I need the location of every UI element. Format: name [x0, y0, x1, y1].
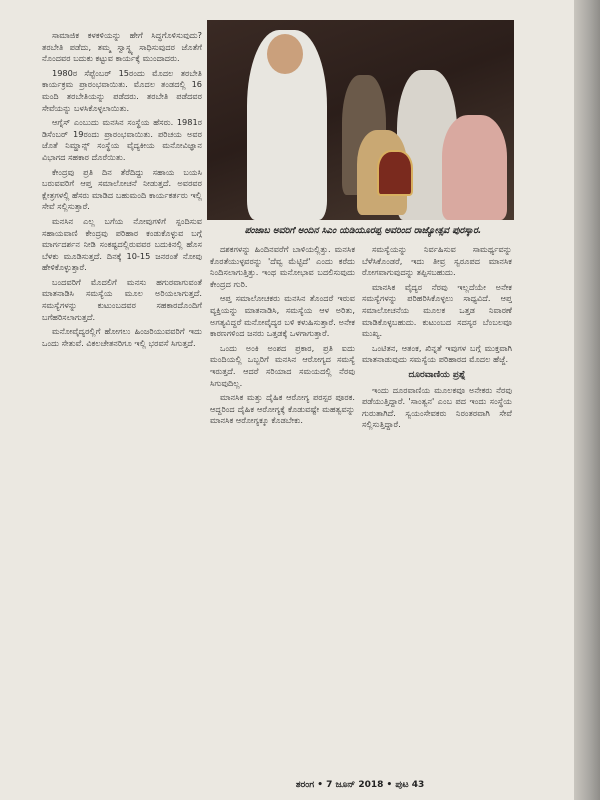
- paragraph: 1980ರ ಸೆಪ್ಟೆಂಬರ್ 15ರಂದು ಮೊದಲ ತರಬೇತಿ ಕಾರ್ಯಕ್ರಮ ಪ್ರಾರಂಭವಾಯಿತು. ಮೊದಲ ತಂಡದಲ್ಲಿ 16 ಮಂದಿ ತರಬೇತಿಯನ್ನು ಪಡೆದರು. ತರಬೇತಿ ಪಡೆದವರ ಸೇವೆಯನ್ನು ಬಳಸಿಕೊಳ್ಳಲಾಯಿತು.: [42, 67, 202, 113]
- paragraph: ಮಾನಸಿಕ ವೈದ್ಯರ ನೆರವು ಇಲ್ಲದೆಯೇ ಅನೇಕ ಸಮಸ್ಯೆಗಳನ್ನು ಪರಿಹರಿಸಿಕೊಳ್ಳಲು ಸಾಧ್ಯವಿದೆ. ಆಪ್ತ ಸಮಾಲೋಚನೆಯ ಮೂಲಕ ಒತ್ತಡ ನಿವಾರಣೆ ಮಾಡಿಕೊಳ್ಳಬಹುದು. ಕುಟುಂಬದ ಸದಸ್ಯರ ಬೆಂಬಲವೂ ಮುಖ್ಯ.: [362, 281, 512, 339]
- paragraph: ಮನೋವೈದ್ಯರಲ್ಲಿಗೆ ಹೋಗಲು ಹಿಂಜರಿಯುವವರಿಗೆ ಇದು ಒಂದು ಸೇತುವೆ. ವಿಕಲಚೇತನರಿಗೂ ಇಲ್ಲಿ ಭರವಸೆ ಸಿಗುತ್ತದೆ.: [42, 326, 202, 348]
- column-left: [42, 30, 202, 775]
- person-silhouette: [442, 115, 507, 220]
- paragraph: ಆಗ್ನೆಸ್ ಎಂಬುದು ಮನಸಿನ ಸಂಸ್ಥೆಯ ಹೆಸರು. 1981ರ ಡಿಸೆಂಬರ್ 19ರಂದು ಪ್ರಾರಂಭವಾಯಿತು. ಪರಿಚಯ ಅವರ ಜೊತೆ ನಿಮ್ಹಾನ್ಸ್ ಸಂಸ್ಥೆಯ ವೈದ್ಯಕೀಯ ಮನೋವಿಜ್ಞಾನ ವಿಭಾಗದ ಸಹಕಾರ ದೊರೆಯಿತು.: [42, 117, 202, 162]
- page-footer: ತರಂಗ • 7 ಜೂನ್ 2018 • ಪುಟ 43: [295, 780, 425, 790]
- paragraph: ಸಾಮಾಜಿಕ ಕಳಕಳಿಯನ್ನು ಹೇಗೆ ಸಿದ್ಧಗೊಳಿಸುವುದು? ತರಬೇತಿ ಪಡೆದು, ತಮ್ಮ ಸ್ವಾಸ್ಥ್ಯ ಸಾಧಿಸುವುದರ ಜೊತೆಗೆ ನೊಂದವರ ಬದುಕು ಕಟ್ಟುವ ಕಾರ್ಯಕ್ಕೆ ಮುಂದಾದರು.: [42, 30, 202, 64]
- column-right: [362, 244, 512, 774]
- photo-caption: ಪಂಜಾಬ ಅವರಿಗೆ ಅಂದಿನ ಸಿಎಂ ಯಡಿಯೂರಪ್ಪ ಅವರಿಂದ ರಾಜ್ಯೋತ್ಸವ ಪುರಸ್ಕಾರ.: [244, 226, 482, 236]
- paragraph: ಆಪ್ತ ಸಮಾಲೋಚಕರು ಮನಸಿನ ತೊಂದರೆ ಇರುವ ವ್ಯಕ್ತಿಯನ್ನು ಮಾತನಾಡಿಸಿ, ಸಮಸ್ಯೆಯ ಆಳ ಅರಿತು, ಅಗತ್ಯವಿದ್ದರೆ ಮನೋವೈದ್ಯರ ಬಳಿ ಕಳುಹಿಸುತ್ತಾರೆ. ಅನೇಕ ಕಾರಣಗಳಿಂದ ಜನರು ಒತ್ತಡಕ್ಕೆ ಒಳಗಾಗುತ್ತಾರೆ.: [210, 293, 355, 339]
- paragraph: ಒಂದು ಅಂಕಿ ಅಂಶದ ಪ್ರಕಾರ, ಪ್ರತಿ ಐದು ಮಂದಿಯಲ್ಲಿ ಒಬ್ಬರಿಗೆ ಮನಸಿನ ಆರೋಗ್ಯದ ಸಮಸ್ಯೆ ಇರುತ್ತದೆ. ಆದರೆ ಸರಿಯಾದ ಸಮಯದಲ್ಲಿ ನೆರವು ಸಿಗುವುದಿಲ್ಲ.: [210, 342, 355, 388]
- paragraph: ದಶಕಗಳನ್ನು ಹಿಂದಿನವರೆಗೆ ಬಾಳಿಯಲ್ಲಿತ್ತು. ಮನಸಿಕ ಕೊರತೆಯುಳ್ಳವರನ್ನು 'ದೆವ್ವ ಮೆಟ್ಟಿದೆ' ಎಂದು ಕರೆದು ನಿಂದಿಸಲಾಗುತ್ತಿತ್ತು. ಇಂಥ ಮನೋಭಾವ ಬದಲಿಸುವುದು ಕೇಂದ್ರದ ಗುರಿ.: [210, 244, 355, 289]
- paragraph: ಒಂಟಿತನ, ಆತಂಕ, ಖಿನ್ನತೆ ಇವುಗಳ ಬಗ್ಗೆ ಮುಕ್ತವಾಗಿ ಮಾತನಾಡುವುದು ಸಮಸ್ಯೆಯ ಪರಿಹಾರದ ಮೊದಲ ಹೆಜ್ಜೆ.: [362, 342, 512, 365]
- paragraph: ಬಂದವರಿಗೆ ಮೊದಲಿಗೆ ಮನಸು ಹಗುರವಾಗುವಂತೆ ಮಾತನಾಡಿಸಿ ಸಮಸ್ಯೆಯ ಮೂಲ ಅರಿಯಲಾಗುತ್ತದೆ. ಸಮಸ್ಯೆಗಳನ್ನು ಕುಟುಂಬದವರ ಸಹಕಾರದೊಂದಿಗೆ ಬಗೆಹರಿಸಲಾಗುತ್ತದೆ.: [42, 276, 202, 322]
- person-silhouette: [267, 34, 303, 74]
- column-middle: [210, 244, 355, 774]
- paragraph: ಇಂದು ದೂರವಾಣಿಯ ಮೂಲಕವೂ ಅನೇಕರು ನೆರವು ಪಡೆಯುತ್ತಿದ್ದಾರೆ. 'ಸಾಂತ್ವನ' ಎಂಬ ಪದ ಇಂದು ಸಂಸ್ಥೆಯ ಗುರುತಾಗಿದೆ. ಸ್ವಯಂಸೇವಕರು ನಿರಂತರವಾಗಿ ಸೇವೆ ಸಲ್ಲಿಸುತ್ತಿದ್ದಾರೆ.: [362, 384, 512, 430]
- person-silhouette: [377, 150, 413, 196]
- paragraph: ಮನಸಿನ ಎಲ್ಲ ಬಗೆಯ ನೋವುಗಳಿಗೆ ಸ್ಪಂದಿಸುವ ಸಹಾಯವಾಣಿ ಕೇಂದ್ರವು ಪರಿಹಾರ ಕಂಡುಕೊಳ್ಳುವ ಬಗ್ಗೆ ಮಾರ್ಗದರ್ಶನ ನೀಡಿ ಸಂಕಷ್ಟದಲ್ಲಿರುವವರ ಬದುಕಿನಲ್ಲಿ ಹೊಸ ಬೆಳಕು ಮೂಡಿಸುತ್ತದೆ. ದಿನಕ್ಕೆ 10-15 ಜನರಂತೆ ನೋವು ಹೇಳಿಕೊಳ್ಳುತ್ತಾರೆ.: [42, 215, 202, 273]
- page-edge-shadow: [574, 0, 600, 800]
- paragraph: ಮಾನಸಿಕ ಮತ್ತು ದೈಹಿಕ ಆರೋಗ್ಯ ಪರಸ್ಪರ ಪೂರಕ. ಆದ್ದರಿಂದ ದೈಹಿಕ ಆರೋಗ್ಯಕ್ಕೆ ಕೊಡುವಷ್ಟೇ ಮಹತ್ವವನ್ನು ಮಾನಸಿಕ ಆರೋಗ್ಯಕ್ಕೂ ಕೊಡಬೇಕು.: [210, 392, 355, 426]
- section-heading: ದೂರವಾಣಿಯ ಪ್ರಶ್ನೆ: [408, 369, 466, 380]
- award-photo: [207, 20, 514, 220]
- paragraph: ಕೇಂದ್ರವು ಪ್ರತಿ ದಿನ ತೆರೆದಿದ್ದು ಸಹಾಯ ಬಯಸಿ ಬರುವವರಿಗೆ ಆಪ್ತ ಸಮಾಲೋಚನೆ ನೀಡುತ್ತದೆ. ಅವರವರ ಕ್ಷೇತ್ರಗಳಲ್ಲಿ ಹೆಸರು ಮಾಡಿದ ಬಹುಮಂದಿ ಕಾರ್ಯಕರ್ತರು ಇಲ್ಲಿ ಸೇವೆ ಸಲ್ಲಿಸುತ್ತಾರೆ.: [42, 166, 202, 212]
- paragraph: ಸಮಸ್ಯೆಯನ್ನು ನಿರ್ವಹಿಸುವ ಸಾಮರ್ಥ್ಯವನ್ನು ಬೆಳೆಸಿಕೊಂಡರೆ, ಇದು ತೀವ್ರ ಸ್ವರೂಪದ ಮಾನಸಿಕ ರೋಗವಾಗುವುದನ್ನು ತಪ್ಪಿಸಬಹುದು.: [362, 244, 512, 278]
